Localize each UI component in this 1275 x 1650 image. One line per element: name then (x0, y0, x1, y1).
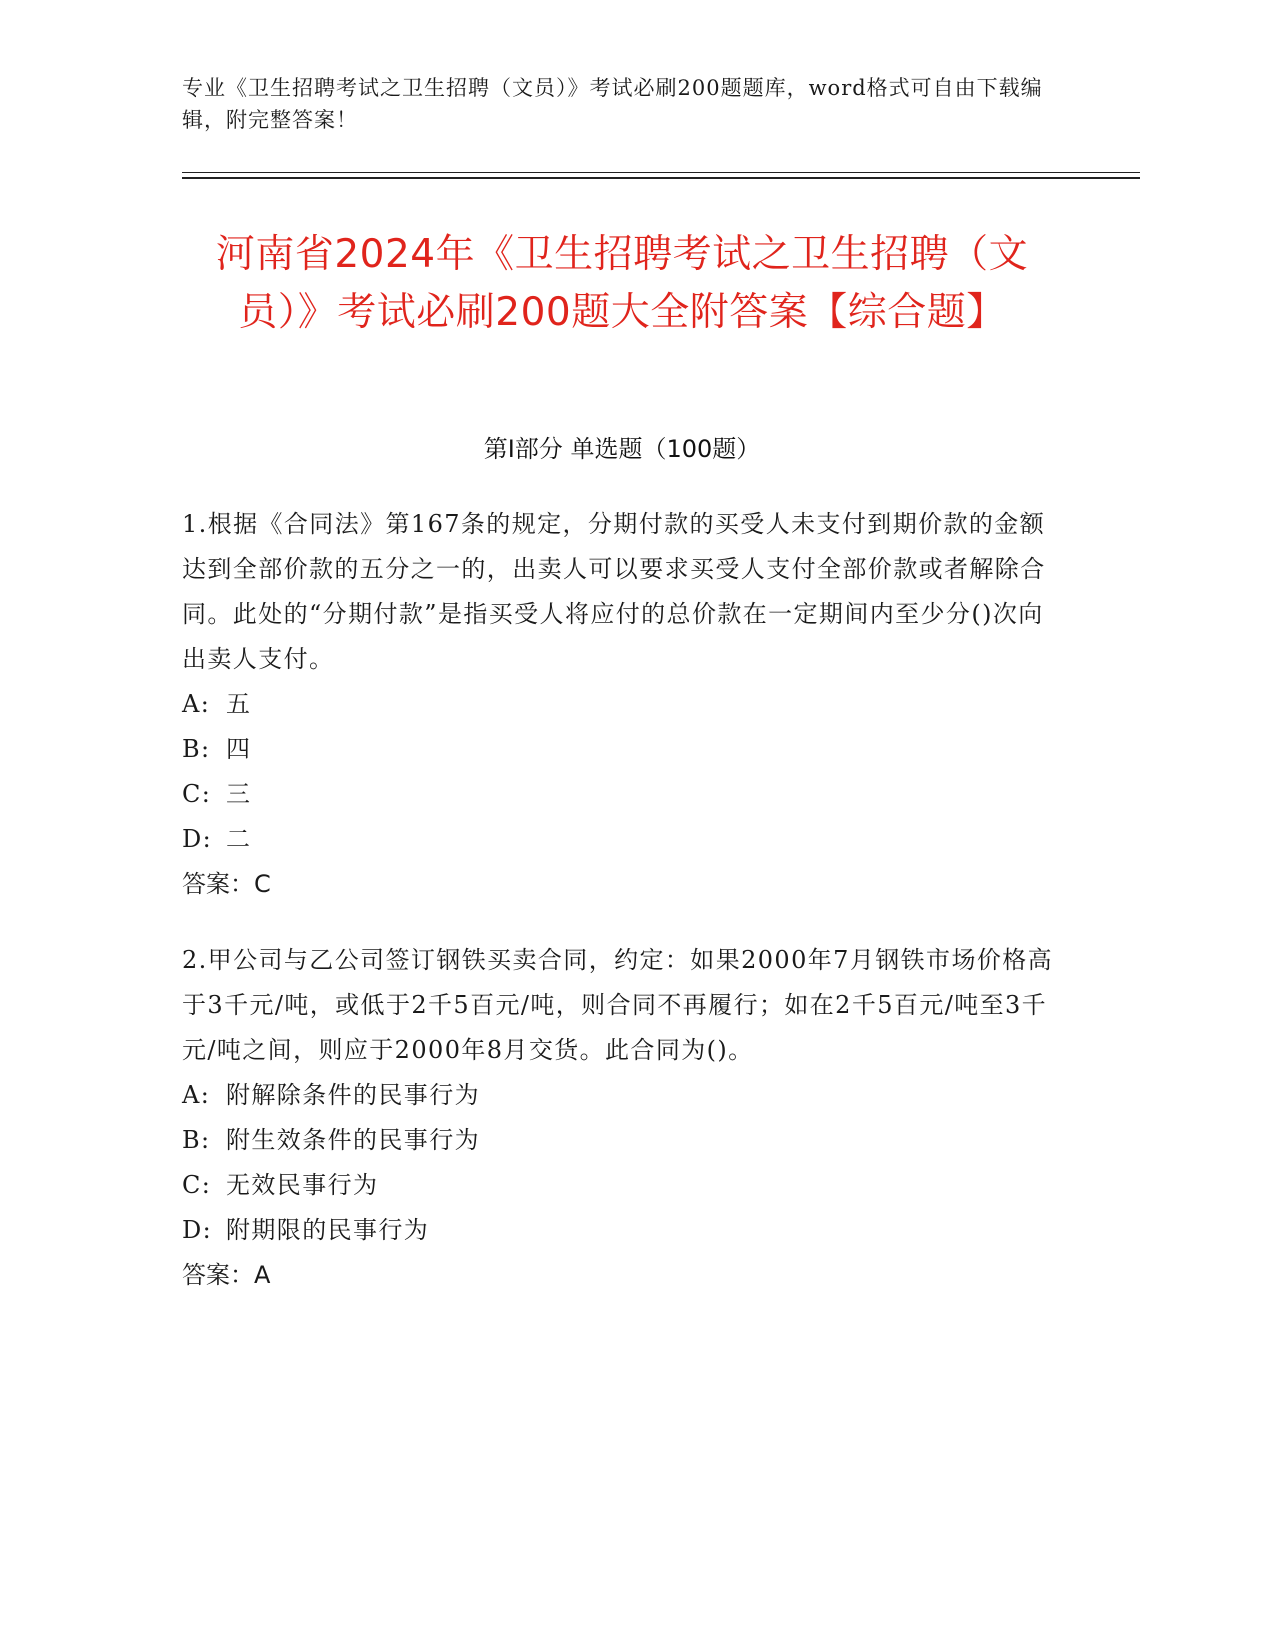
header-note: 专业《卫生招聘考试之卫生招聘（文员）》考试必刷200题题库，word格式可自由下载编辑，附完整答案！ (182, 76, 1043, 132)
option-text: 三 (226, 780, 252, 808)
option-key: A: (182, 690, 211, 718)
option-key: D: (182, 1216, 213, 1244)
option-text: 二 (226, 825, 252, 853)
option-a (182, 682, 1062, 727)
option-a (182, 1073, 1062, 1118)
question-stem: 2.甲公司与乙公司签订钢铁买卖合同，约定：如果2000年7月钢铁市场价格高于3千元/吨，或低于2千5百元/吨，则合同不再履行；如在2千5百元/吨至3千元/吨之间，则应于2000年8月交货。此合同为()。 (182, 946, 1054, 1064)
option-text: 附生效条件的民事行为 (226, 1126, 480, 1154)
option-key: B: (182, 1126, 211, 1154)
question-1 (182, 502, 1062, 907)
option-d (182, 817, 1062, 862)
answer: 答案：C (182, 870, 271, 898)
option-text: 附解除条件的民事行为 (226, 1081, 480, 1109)
option-c (182, 772, 1062, 817)
header-rule-top (182, 172, 1140, 173)
option-key: C: (182, 780, 212, 808)
answer: 答案：A (182, 1261, 271, 1289)
option-b (182, 1118, 1062, 1163)
option-text: 附期限的民事行为 (226, 1216, 430, 1244)
header-rule-bottom (182, 177, 1140, 179)
document-title: 河南省2024年《卫生招聘考试之卫生招聘（文员）》考试必刷200题大全附答案【综合题】 (215, 232, 1029, 335)
option-b (182, 727, 1062, 772)
option-c (182, 1163, 1062, 1208)
option-key: A: (182, 1081, 211, 1109)
option-key: B: (182, 735, 211, 763)
question-2 (182, 938, 1062, 1298)
option-key: D: (182, 825, 213, 853)
section-heading: 第I部分 单选题（100题） (483, 435, 761, 463)
option-text: 无效民事行为 (226, 1171, 379, 1199)
option-d (182, 1208, 1062, 1253)
question-stem: 1.根据《合同法》第167条的规定，分期付款的买受人未支付到期价款的金额达到全部价款的五分之一的，出卖人可以要求买受人支付全部价款或者解除合同。此处的“分期付款”是指买受人将应付的总价款在一定期间内至少分()次向出卖人支付。 (182, 510, 1046, 673)
option-key: C: (182, 1171, 212, 1199)
option-text: 五 (226, 690, 252, 718)
option-text: 四 (226, 735, 252, 763)
